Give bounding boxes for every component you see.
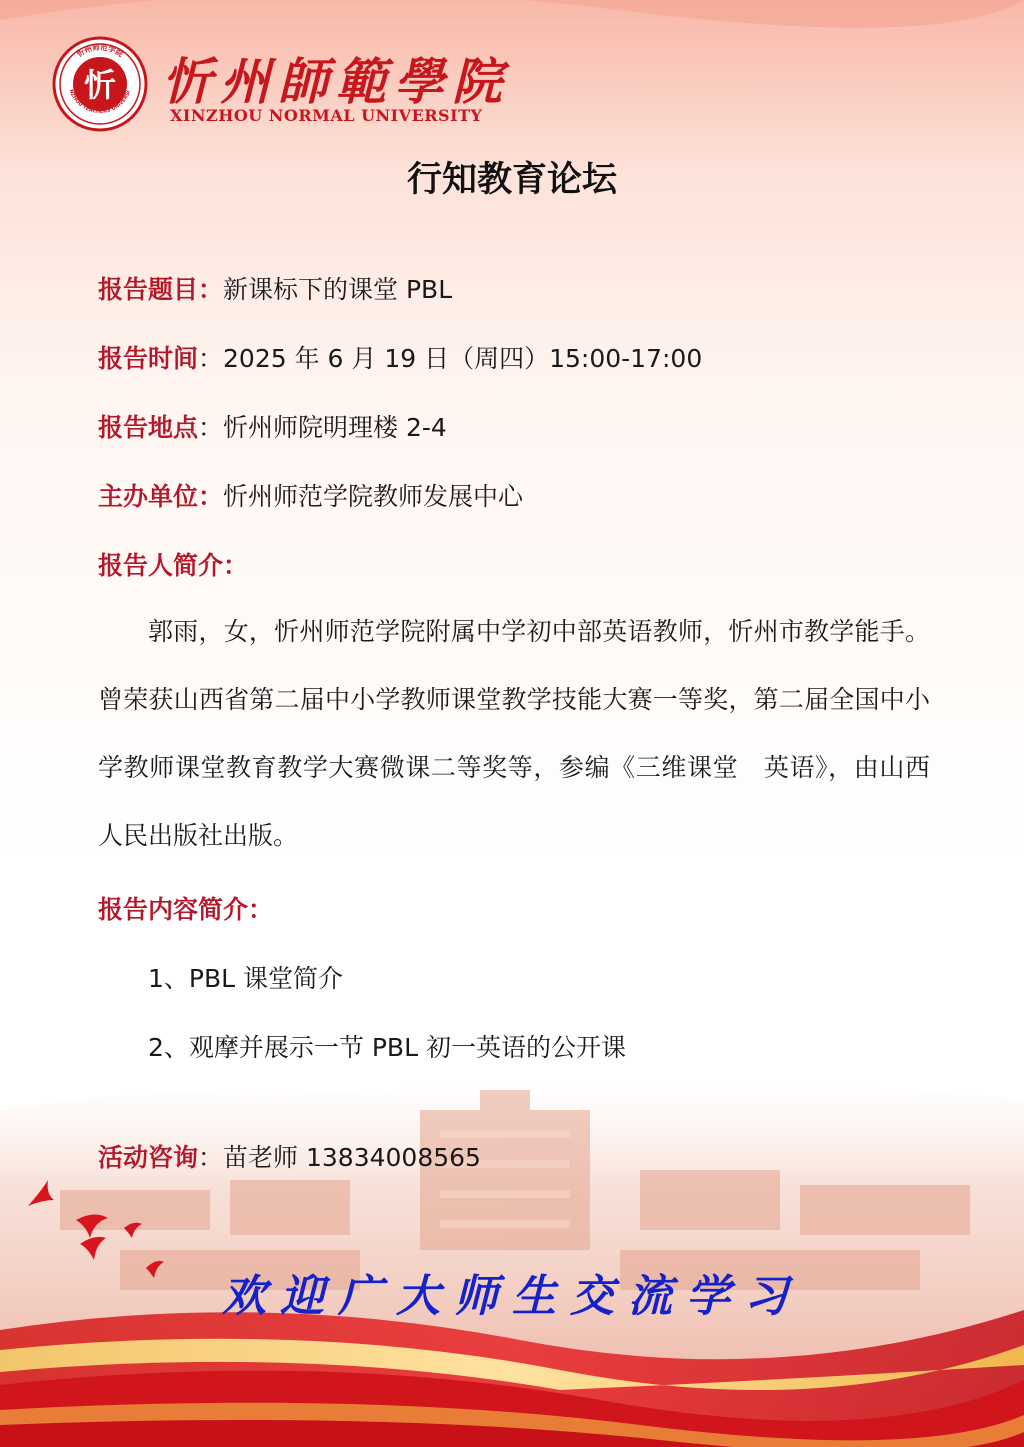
- contact-row: [98, 1138, 481, 1174]
- organizer-row: [98, 477, 523, 513]
- welcome-slogan: 欢迎广大师生交流学习: [222, 1271, 802, 1322]
- organizer-label: 主办单位：: [98, 482, 224, 511]
- university-name-cn: 忻州師範學院: [162, 52, 510, 111]
- organizer-value: 忻州师范学院教师发展中心: [223, 482, 524, 511]
- topic-row: [98, 270, 452, 306]
- content-intro-heading: [98, 890, 273, 926]
- speaker-bio: 郭雨，女，忻州师范学院附属中学初中部英语教师，忻州市教学能手。曾荣获山西省第二届中小学教师课堂教学技能大赛一等奖，第二届全国中小学教师课堂教育教学大赛微课二等奖等，参编《三维课堂 英语》，由山西人民出版社出版。: [98, 617, 930, 850]
- university-name-en: XINZHOU NORMAL UNIVERSITY: [170, 106, 483, 125]
- time-row: [98, 339, 702, 375]
- content-item-1: 1、PBL 课堂简介: [148, 964, 344, 993]
- speaker-intro-heading: [98, 546, 248, 582]
- university-seal-icon: [52, 36, 148, 132]
- place-sep: ：: [198, 413, 224, 442]
- content-item-2: 2、观摩并展示一节 PBL 初一英语的公开课: [148, 1033, 626, 1062]
- seal-glyph: 忻: [83, 66, 117, 104]
- topic-label: 报告题目：: [98, 275, 224, 304]
- content-intro-label: 报告内容简介：: [98, 895, 274, 924]
- time-label: 报告时间: [98, 344, 199, 373]
- topic-value: 新课标下的课堂 PBL: [223, 275, 453, 304]
- speaker-intro-label: 报告人简介：: [98, 551, 249, 580]
- time-value: 2025 年 6 月 19 日（周四）15:00-17:00: [223, 344, 703, 373]
- page-title: 行知教育论坛: [406, 159, 617, 200]
- contact-value: 苗老师 13834008565: [223, 1143, 481, 1172]
- contact-sep: ：: [198, 1143, 224, 1172]
- time-sep: ：: [198, 344, 224, 373]
- place-label: 报告地点: [98, 413, 199, 442]
- svg-text:XINZHOU TEACHERS UNIVERSITY: NZHOU TEACHERS UNIVERSI: [67, 88, 133, 115]
- place-row: [98, 408, 447, 444]
- place-value: 忻州师院明理楼 2-4: [223, 413, 447, 442]
- svg-text:忻州师范学院: 忻州师范学院: [75, 42, 125, 59]
- contact-label: 活动咨询: [98, 1143, 199, 1172]
